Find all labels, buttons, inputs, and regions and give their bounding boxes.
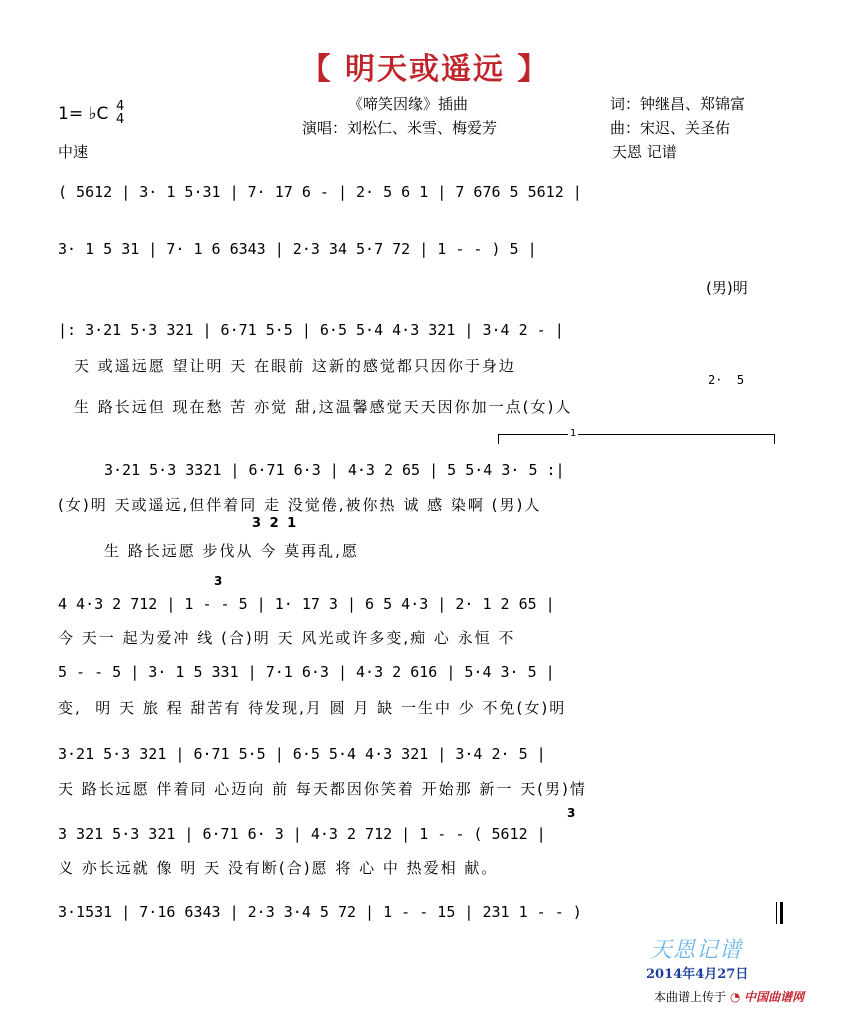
transcriber-stamp: 天恩记谱 [650, 938, 743, 963]
time-top: 4 [116, 99, 125, 114]
singers: 演唱：刘松仁、米雪、梅爱芳 [302, 119, 498, 137]
notation-line: 3·21 5·3 321 | 6·71 5·5 | 6·5 5·4 4·3 321 | 3·4 2· 5 | [58, 745, 546, 763]
notation-line: 3·21 5·3 3321 | 6·71 6·3 | 4·3 2 65 | 5 5·4 3· 5 :| [104, 461, 565, 479]
notation-line: ( 5612 | 3· 1 5·31 | 7· 17 6 - | 2· 5 6 1 | 7 676 5 5612 | [58, 183, 582, 201]
notation-line: 3 321 5·3 321 | 6·71 6· 3 | 4·3 2 712 | 1 - - ( 5612 | [58, 825, 546, 843]
notation-line: |: 3·21 5·3 321 | 6·71 5·5 | 6·5 5·4 4·3 321 | 3·4 2 - | [58, 321, 564, 339]
volta-number: 1 [570, 428, 577, 439]
subtitle: 《啼笑因缘》插曲 [348, 95, 469, 113]
time-signature [116, 100, 124, 126]
site-name: 中国曲谱网 [744, 990, 805, 1004]
lyric-line: 变, 明 天 旅 程 甜苦有 待发现,月 圆 月 缺 一生中 少 不免(女)明 [58, 699, 567, 717]
lyric-line: 天 或遥远愿 望让明 天 在眼前 这新的感觉都只因你于身边 [74, 357, 516, 375]
lyric-line: 生 路长远但 现在愁 苦 亦觉 甜,这温馨感觉天天因你加一点(女)人 [74, 398, 573, 416]
notation-line: 4 4·3 2 712 | 1 - - 5 | 1· 17 3 | 6 5 4·3 | 2· 1 2 65 | [58, 595, 555, 613]
triplet-mark: 3 [567, 806, 576, 820]
final-bar-line [780, 902, 783, 924]
volta-edge [774, 434, 775, 444]
transcriber: 天恩 记谱 [612, 143, 677, 161]
tempo: 中速 [58, 143, 89, 161]
lyric-line: (男)明 [706, 279, 748, 297]
transcribe-date: 2014年4月27日 [646, 967, 749, 982]
notation-line: 5 - - 5 | 3· 1 5 331 | 7·1 6·3 | 4·3 2 616 | 5·4 3· 5 | [58, 663, 555, 681]
song-title: 【 明天或遥远 】 [300, 52, 550, 87]
alt-notes: 2· 5 [708, 373, 745, 387]
volta-edge [498, 434, 499, 444]
notation-line: 3·1531 | 7·16 6343 | 2·3 3·4 5 72 | 1 - - 15 | 231 1 - - ) [58, 903, 591, 921]
bar-line [776, 902, 777, 924]
lyric-line: 天 路长远愿 伴着同 心迈向 前 每天都因你笑着 开始那 新一 天(男)情 [58, 780, 587, 798]
lyric-line: (女)明 天或遥远,但伴着同 走 没觉倦,被你热 诚 感 染啊 (男)人 [58, 496, 542, 514]
composer: 曲：宋迟、关圣佑 [610, 119, 731, 137]
key-signature: 1= ♭C [58, 104, 109, 124]
alt-notes: 3 2 1 [252, 516, 299, 531]
site-logo-icon: ◔ [729, 990, 741, 1004]
time-bottom: 4 [116, 112, 125, 127]
upload-note: 本曲谱上传于 [654, 990, 727, 1004]
volta-bracket [498, 434, 774, 435]
lyricist: 词：钟继昌、郑锦富 [610, 95, 746, 113]
lyric-line: 义 亦长远就 像 明 天 没有断(合)愿 将 心 中 热爱相 献。 [58, 859, 499, 877]
footer-note [654, 988, 804, 1005]
lyric-line: 生 路长远愿 步伐从 今 莫再乱,愿 [104, 542, 359, 560]
lyric-line: 今 天一 起为爱冲 线 (合)明 天 风光或许多变,痴 心 永恒 不 [58, 629, 516, 647]
notation-line: 3· 1 5 31 | 7· 1 6 6343 | 2·3 34 5·7 72 | 1 - - ) 5 | [58, 240, 537, 258]
triplet-mark: 3 [214, 574, 223, 588]
